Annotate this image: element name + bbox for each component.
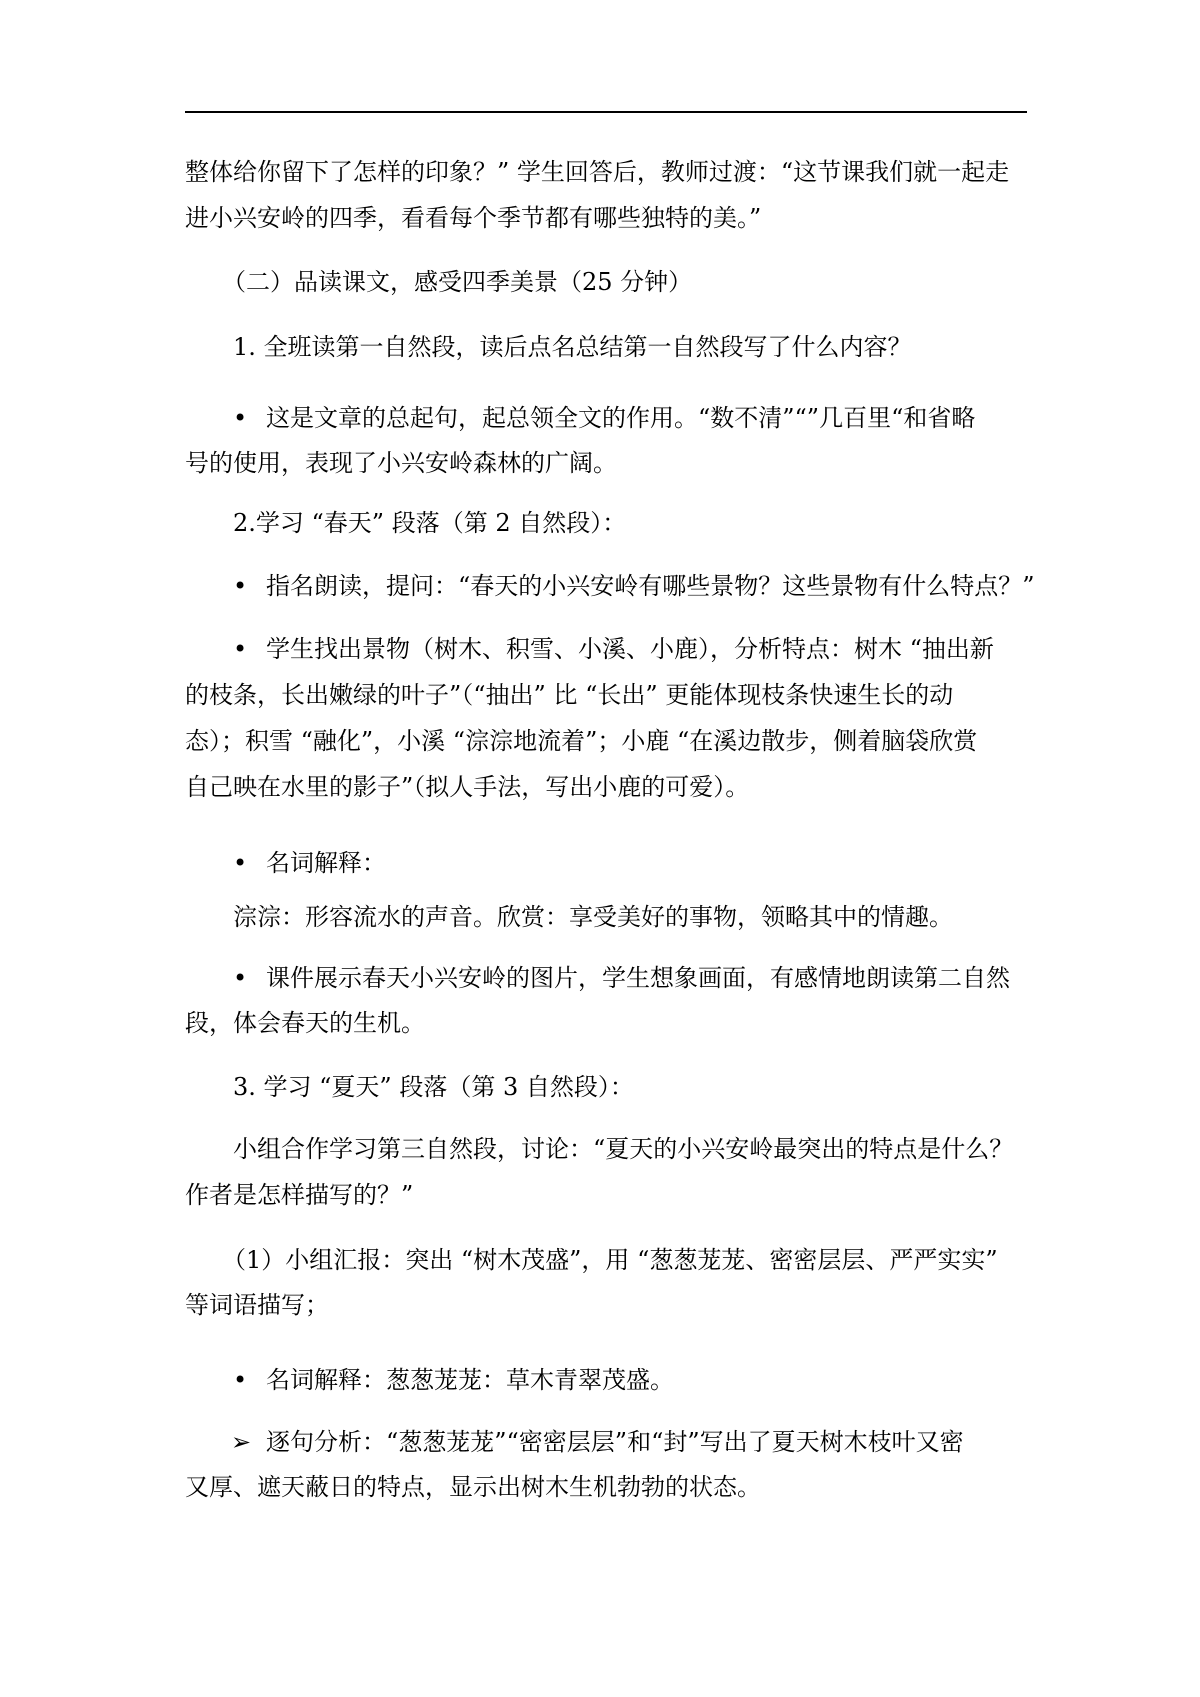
paragraph-line: 进小兴安岭的四季，看看每个季节都有哪些独特的美。” [185, 204, 762, 232]
section-heading: （二）品读课文，感受四季美景（25 分钟） [222, 268, 693, 296]
paragraph-line: 的枝条，长出嫩绿的叶子”（“抽出” 比 “长出” 更能体现枝条快速生长的动 [185, 681, 954, 709]
arrow-bullet-icon: ➢ [231, 1428, 252, 1456]
paragraph-line: 号的使用，表现了小兴安岭森林的广阔。 [185, 449, 617, 477]
paragraph-line: （1）小组汇报：突出 “树木茂盛”，用 “葱葱茏茏、密密层层、严严实实” [222, 1246, 998, 1274]
bullet-icon: • [233, 849, 248, 877]
arrow-bullet-text: 逐句分析：“葱葱茏茏”“密密层层”和“封”写出了夏天树木枝叶又密 [266, 1428, 964, 1456]
paragraph-line: 整体给你留下了怎样的印象？” 学生回答后，教师过渡：“这节课我们就一起走 [185, 158, 1010, 186]
paragraph-line: 自己映在水里的影子”（拟人手法，写出小鹿的可爱）。 [185, 773, 750, 801]
bullet-icon: • [233, 964, 248, 992]
paragraph-line: 小组合作学习第三自然段，讨论：“夏天的小兴安岭最突出的特点是什么？ [233, 1135, 1014, 1163]
numbered-item: 3. 学习 “夏天” 段落（第 3 自然段）： [233, 1073, 634, 1101]
header-rule [185, 111, 1027, 113]
bullet-icon: • [233, 572, 248, 600]
bullet-icon: • [233, 404, 248, 432]
numbered-item: 1. 全班读第一自然段，读后点名总结第一自然段写了什么内容？ [233, 333, 912, 361]
bullet-icon: • [233, 1366, 248, 1394]
paragraph-line: 等词语描写； [185, 1291, 329, 1319]
bullet-text: 名词解释：葱葱茏茏：草木青翠茂盛。 [266, 1366, 674, 1394]
bullet-text: 名词解释： [266, 849, 386, 877]
bullet-text: 这是文章的总起句，起总领全文的作用。“数不清”“”几百里“和省略 [266, 404, 976, 432]
paragraph-line: 态）；积雪 “融化”，小溪 “淙淙地流着”；小鹿 “在溪边散步，侧着脑袋欣赏 [185, 727, 978, 755]
bullet-icon: • [233, 635, 248, 663]
bullet-text: 学生找出景物（树木、积雪、小溪、小鹿），分析特点：树木 “抽出新 [266, 635, 994, 663]
paragraph-line: 段，体会春天的生机。 [185, 1009, 425, 1037]
bullet-text: 指名朗读，提问：“春天的小兴安岭有哪些景物？这些景物有什么特点？” [266, 572, 1035, 600]
bullet-text: 课件展示春天小兴安岭的图片，学生想象画面，有感情地朗读第二自然 [266, 964, 1010, 992]
paragraph-line: 淙淙：形容流水的声音。欣赏：享受美好的事物，领略其中的情趣。 [233, 903, 953, 931]
numbered-item: 2.学习 “春天” 段落（第 2 自然段）： [233, 509, 627, 537]
paragraph-line: 又厚、遮天蔽日的特点，显示出树木生机勃勃的状态。 [185, 1473, 761, 1501]
paragraph-line: 作者是怎样描写的？” [185, 1181, 414, 1209]
